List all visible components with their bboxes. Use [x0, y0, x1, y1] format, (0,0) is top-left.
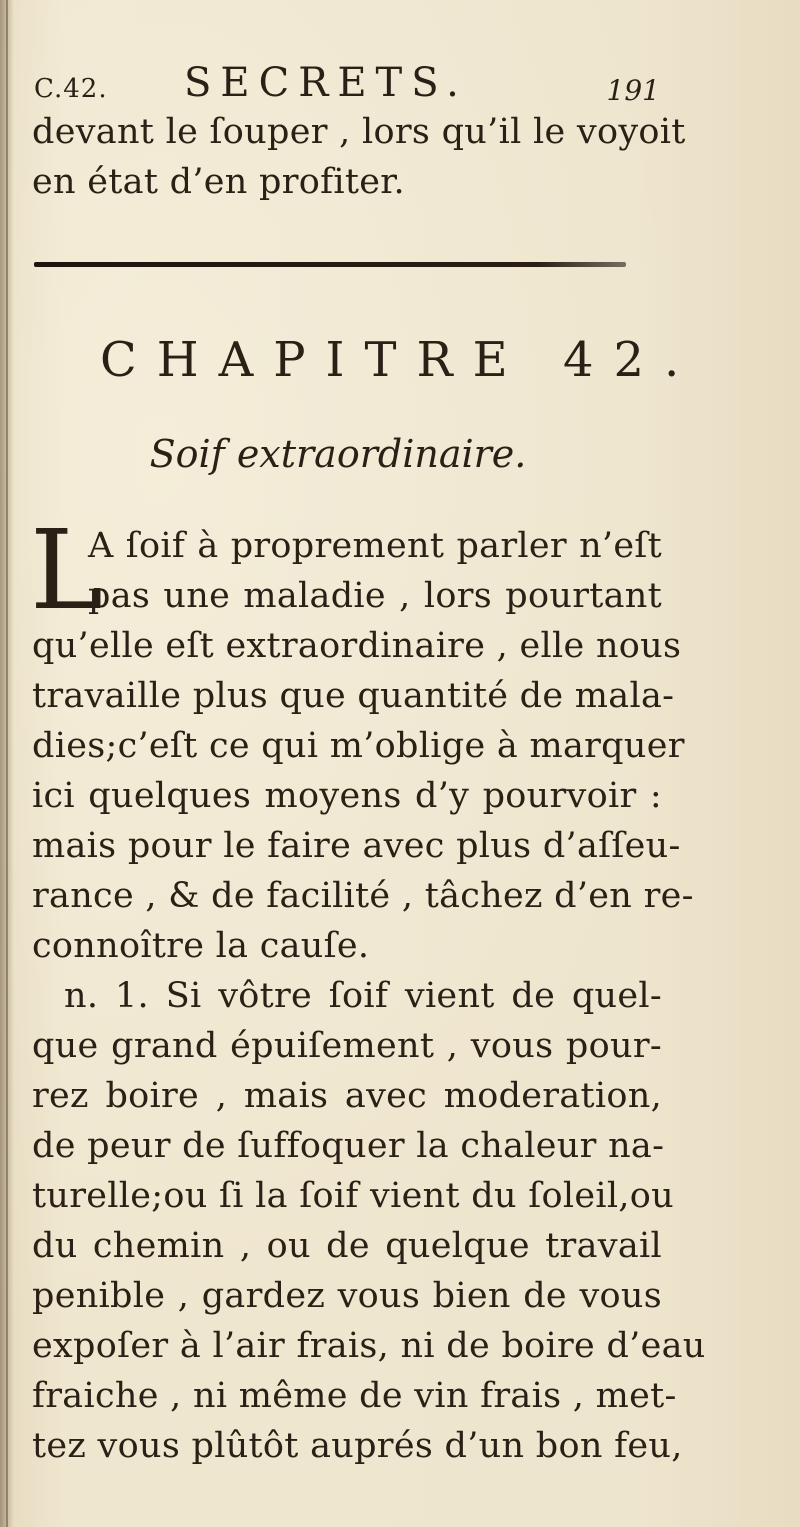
- body-line: connoître la cauſe.: [32, 926, 370, 966]
- body-line: fraiche , ni même de vin frais , met-: [32, 1376, 677, 1416]
- chapter-heading: CHAPITRE 42.: [100, 332, 700, 388]
- signature-mark: C.42.: [34, 74, 108, 104]
- body-line: n. 1. Si vôtre ſoif vient de quel-: [64, 976, 662, 1016]
- page-edge-line: [6, 0, 8, 1527]
- body-line: pas une maladie , lors pourtant: [88, 576, 662, 616]
- body-line: tez vous plûtôt auprés d’un bon feu,: [32, 1426, 683, 1466]
- body-line: travaille plus que quantité de mala-: [32, 676, 675, 716]
- section-divider: [34, 262, 626, 267]
- body-line: de peur de ſuffoquer la chaleur na-: [32, 1126, 665, 1166]
- running-header: [34, 60, 660, 110]
- body-line: A ſoif à proprement parler n’eſt: [88, 526, 662, 566]
- body-line: qu’elle eſt extraordinaire , elle nous: [32, 626, 682, 666]
- carryover-line: devant le ſouper , lors qu’il le voyoit: [32, 112, 686, 152]
- body-line: mais pour le faire avec plus d’aſſeu-: [32, 826, 681, 866]
- body-line: du chemin , ou de quelque travail: [32, 1226, 662, 1266]
- body-line: expoſer à l’air frais, ni de boire d’eau: [32, 1326, 706, 1366]
- running-title: SECRETS.: [184, 60, 468, 106]
- body-line: turelle;ou ſi la ſoif vient du ſoleil,ou: [32, 1176, 674, 1216]
- body-line: dies;c’eſt ce qui m’oblige à marquer: [32, 726, 685, 766]
- body-line: ici quelques moyens d’y pourvoir :: [32, 776, 662, 816]
- page-number: 191: [606, 74, 660, 107]
- body-line: rez boire , mais avec moderation,: [32, 1076, 662, 1116]
- carryover-line: en état d’en profiter.: [32, 162, 405, 202]
- drop-cap: L: [30, 506, 104, 634]
- body-line: que grand épuiſement , vous pour-: [32, 1026, 662, 1066]
- chapter-subtitle: Soif extraordinaire.: [149, 432, 527, 476]
- body-line: penible , gardez vous bien de vous: [32, 1276, 662, 1316]
- body-line: rance , & de facilité , tâchez d’en re-: [32, 876, 694, 916]
